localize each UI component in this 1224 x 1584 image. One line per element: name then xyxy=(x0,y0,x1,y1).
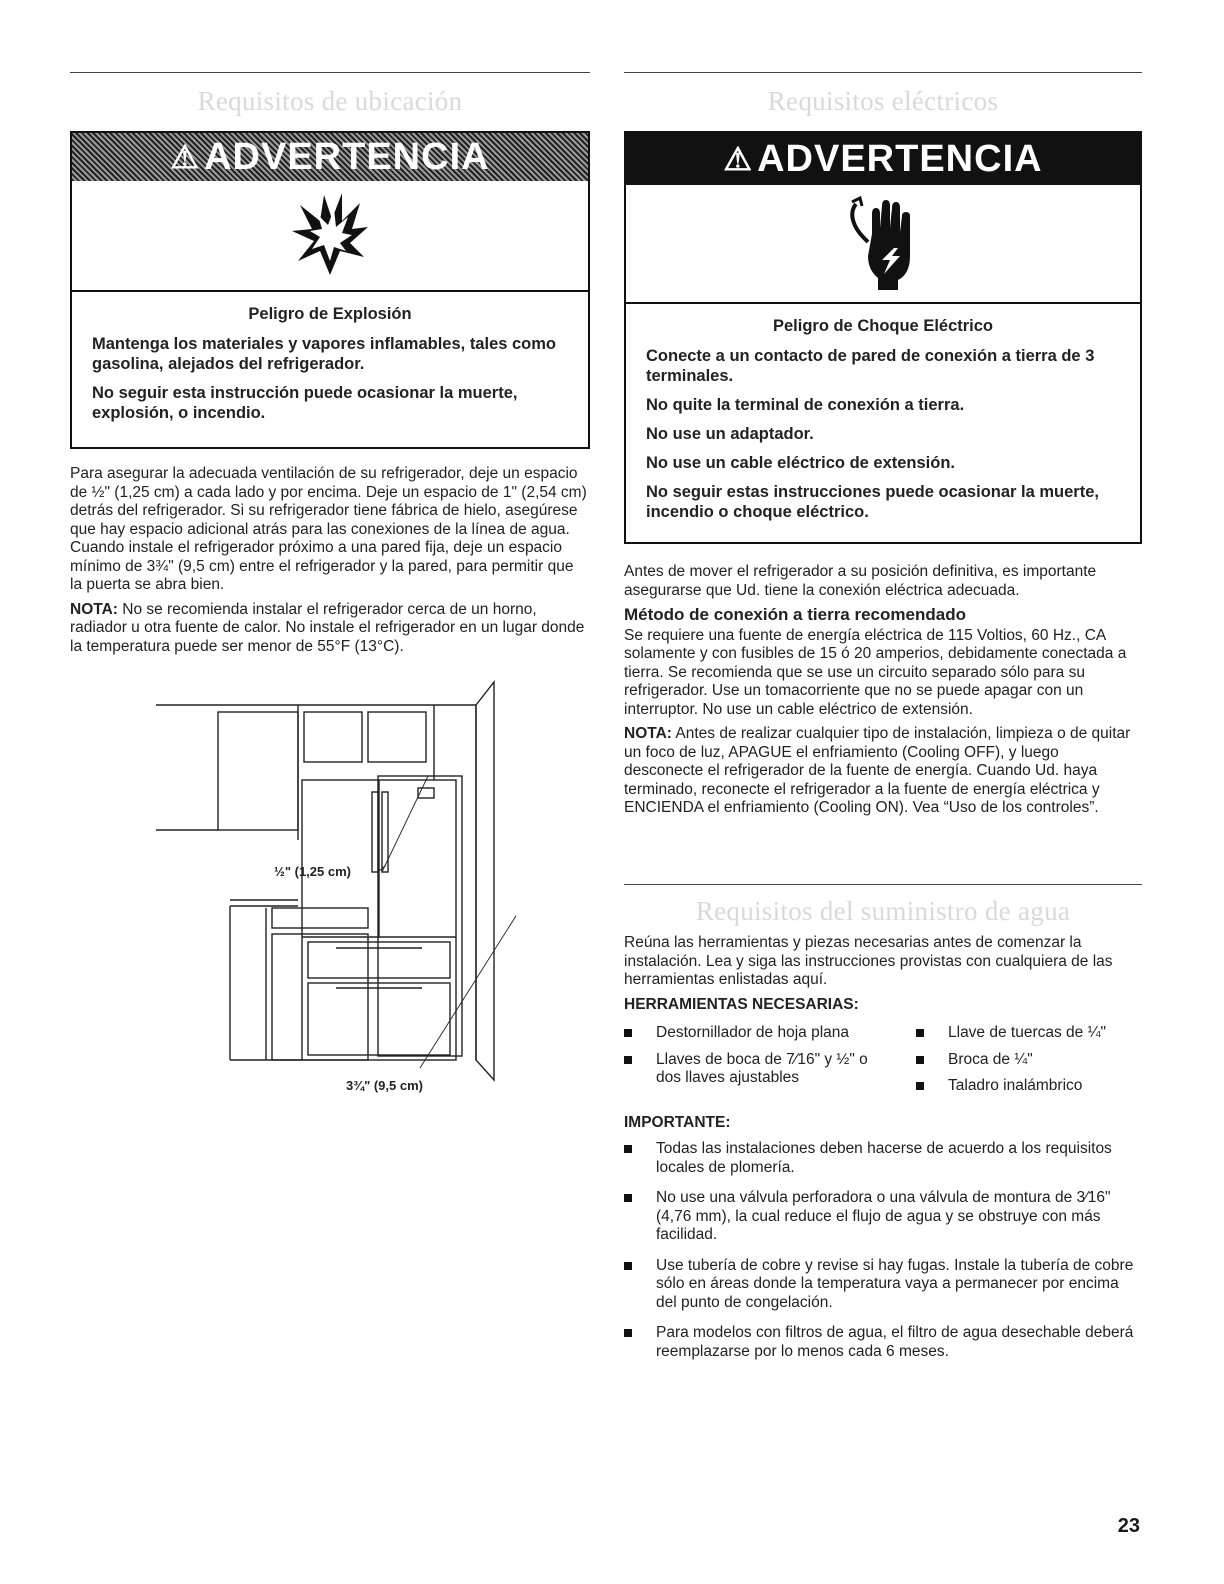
nota-text: No se recomienda instalar el refrigerador cerca de un horno, radiador u otra fuente de calor. No instale el refrigerador en un lugar donde la temperatura puede ser menor de 55°F (13°C). xyxy=(70,600,585,655)
nota-label: NOTA: xyxy=(624,725,672,742)
warning-triangle-icon: ⚠ xyxy=(170,139,201,175)
electric-warning-box xyxy=(624,131,1142,544)
diagram-label-wall-gap: 3¾" (9,5 cm) xyxy=(346,1078,423,1093)
ventilation-paragraph: Para asegurar la adecuada ventilación de su refrigerador, deje un espacio de ½" (1,25 cm) a cada lado y por encima. Deje un espacio de 1" (2,54 cm) detrás del refrigerador. Si su refrigerador tiene fábrica de hielo, asegúrese que hay espacio adicional atrás para las conexiones de la línea de agua. Cuando instale el refrigerador próximo a una pared fija, deje un espacio mínimo de 3¾" (9,5 cm) entre el refrigerador y la pared, para permitir que la puerta se abra bien. xyxy=(70,465,587,593)
tools-list-right xyxy=(916,1024,1140,1104)
warning-heading: Peligro de Choque Eléctrico xyxy=(772,317,994,335)
warning-line: Conecte a un contacto de pared de conexión a tierra de 3 terminales. xyxy=(646,347,1095,385)
explosion-icon xyxy=(72,181,588,292)
explosion-warning-box xyxy=(70,131,590,449)
water-intro: Reúna las herramientas y piezas necesarias antes de comenzar la instalación. Lea y siga las instrucciones provistas con cualquiera de las herramientas enlistadas aquí. xyxy=(624,934,1113,988)
tools-list-left xyxy=(624,1024,916,1104)
list-item: Broca de ¼" xyxy=(916,1051,1140,1070)
list-item: Use tubería de cobre y revise si hay fugas. Instale la tubería de cobre sólo en áreas donde la temperatura vaya a permanecer por encima del punto de congelación. xyxy=(624,1257,1140,1313)
divider xyxy=(624,72,1142,73)
warning-text xyxy=(72,292,588,442)
important-heading: IMPORTANTE: xyxy=(624,1113,731,1131)
warning-banner xyxy=(72,133,588,181)
nota-label: NOTA: xyxy=(70,600,118,618)
warning-banner xyxy=(626,133,1140,185)
diagram-label-clearance: ½" (1,25 cm) xyxy=(274,864,351,879)
list-item: Destornillador de hoja plana xyxy=(624,1024,916,1043)
list-item: Taladro inalámbrico xyxy=(916,1077,1140,1096)
warning-line: Mantenga los materiales y vapores inflamables, tales como gasolina, alejados del refrigerador. xyxy=(92,335,557,373)
installation-diagram xyxy=(156,680,516,1100)
warning-heading: Peligro de Explosión xyxy=(248,305,412,323)
electric-shock-icon xyxy=(626,185,1140,304)
warning-line: No use un adaptador. xyxy=(646,425,814,443)
list-item: Todas las instalaciones deben hacerse de acuerdo a los requisitos locales de plomería. xyxy=(624,1140,1140,1177)
tools-lists xyxy=(624,1024,1140,1104)
important-list xyxy=(624,1140,1140,1361)
warning-text xyxy=(626,304,1140,541)
warning-line: No seguir esta instrucción puede ocasionar la muerte, explosión, o incendio. xyxy=(92,384,518,422)
list-item: No use una válvula perforadora o una válvula de montura de 3⁄16" (4,76 mm), la cual reduce el flujo de agua y se obstruye con más facilidad. xyxy=(624,1189,1140,1245)
grounding-paragraph: Se requiere una fuente de energía eléctrica de 115 Voltios, 60 Hz., CA solamente y con fusibles de 15 ó 20 amperios, debidamente conectada a tierra. Se recomienda que se use un circuito separado sólo para su refrigerador. Use un tomacorriente que no se puede apagar con un interruptor. No use un cable eléctrico de extensión. xyxy=(624,626,1127,718)
section-title-agua: Requisitos del suministro de agua xyxy=(695,896,1071,926)
nota-paragraph xyxy=(624,725,1138,818)
divider xyxy=(624,884,1142,885)
warning-line: No seguir estas instrucciones puede ocasionar la muerte, incendio o choque eléctrico. xyxy=(646,483,1099,521)
section-title-electricos: Requisitos eléctricos xyxy=(767,86,999,116)
intro-paragraph: Antes de mover el refrigerador a su posición definitiva, es importante asegurarse que Ud. tiene la conexión eléctrica adecuada. xyxy=(624,563,1097,599)
warning-banner-text: ADVERTENCIA xyxy=(204,135,490,178)
warning-line: No use un cable eléctrico de extensión. xyxy=(646,454,956,472)
list-item: Para modelos con filtros de agua, el filtro de agua desechable deberá reemplazarse por lo menos cada 6 meses. xyxy=(624,1324,1140,1361)
section-title-ubicacion: Requisitos de ubicación xyxy=(197,86,463,116)
warning-triangle-icon: ⚠ xyxy=(723,141,754,177)
water-text xyxy=(624,934,1140,1369)
grounding-subhead: Método de conexión a tierra recomendado xyxy=(624,605,966,624)
tools-heading: HERRAMIENTAS NECESARIAS: xyxy=(624,995,859,1013)
warning-line: No quite la terminal de conexión a tierra. xyxy=(646,396,965,414)
list-item: Llaves de boca de 7⁄16" y ½" o dos llaves ajustables xyxy=(624,1051,916,1088)
list-item: Llave de tuercas de ¼" xyxy=(916,1024,1140,1043)
nota-paragraph xyxy=(70,601,588,657)
page-number: 23 xyxy=(1117,1515,1140,1537)
divider xyxy=(70,72,590,73)
ventilation-text xyxy=(70,465,588,662)
warning-banner-text: ADVERTENCIA xyxy=(757,137,1043,180)
electrical-text xyxy=(624,563,1138,824)
nota-text: Antes de realizar cualquier tipo de instalación, limpieza o de quitar un foco de luz, APAGUE el enfriamiento (Cooling OFF), y luego desconecte el refrigerador de la fuente de energía. Cuando Ud. haya terminado, reconecte el refrigerador a la fuente de energía eléctrica y ENCIENDA el enfriamiento (Cooling ON). Vea “Uso de los controles”. xyxy=(624,725,1131,816)
